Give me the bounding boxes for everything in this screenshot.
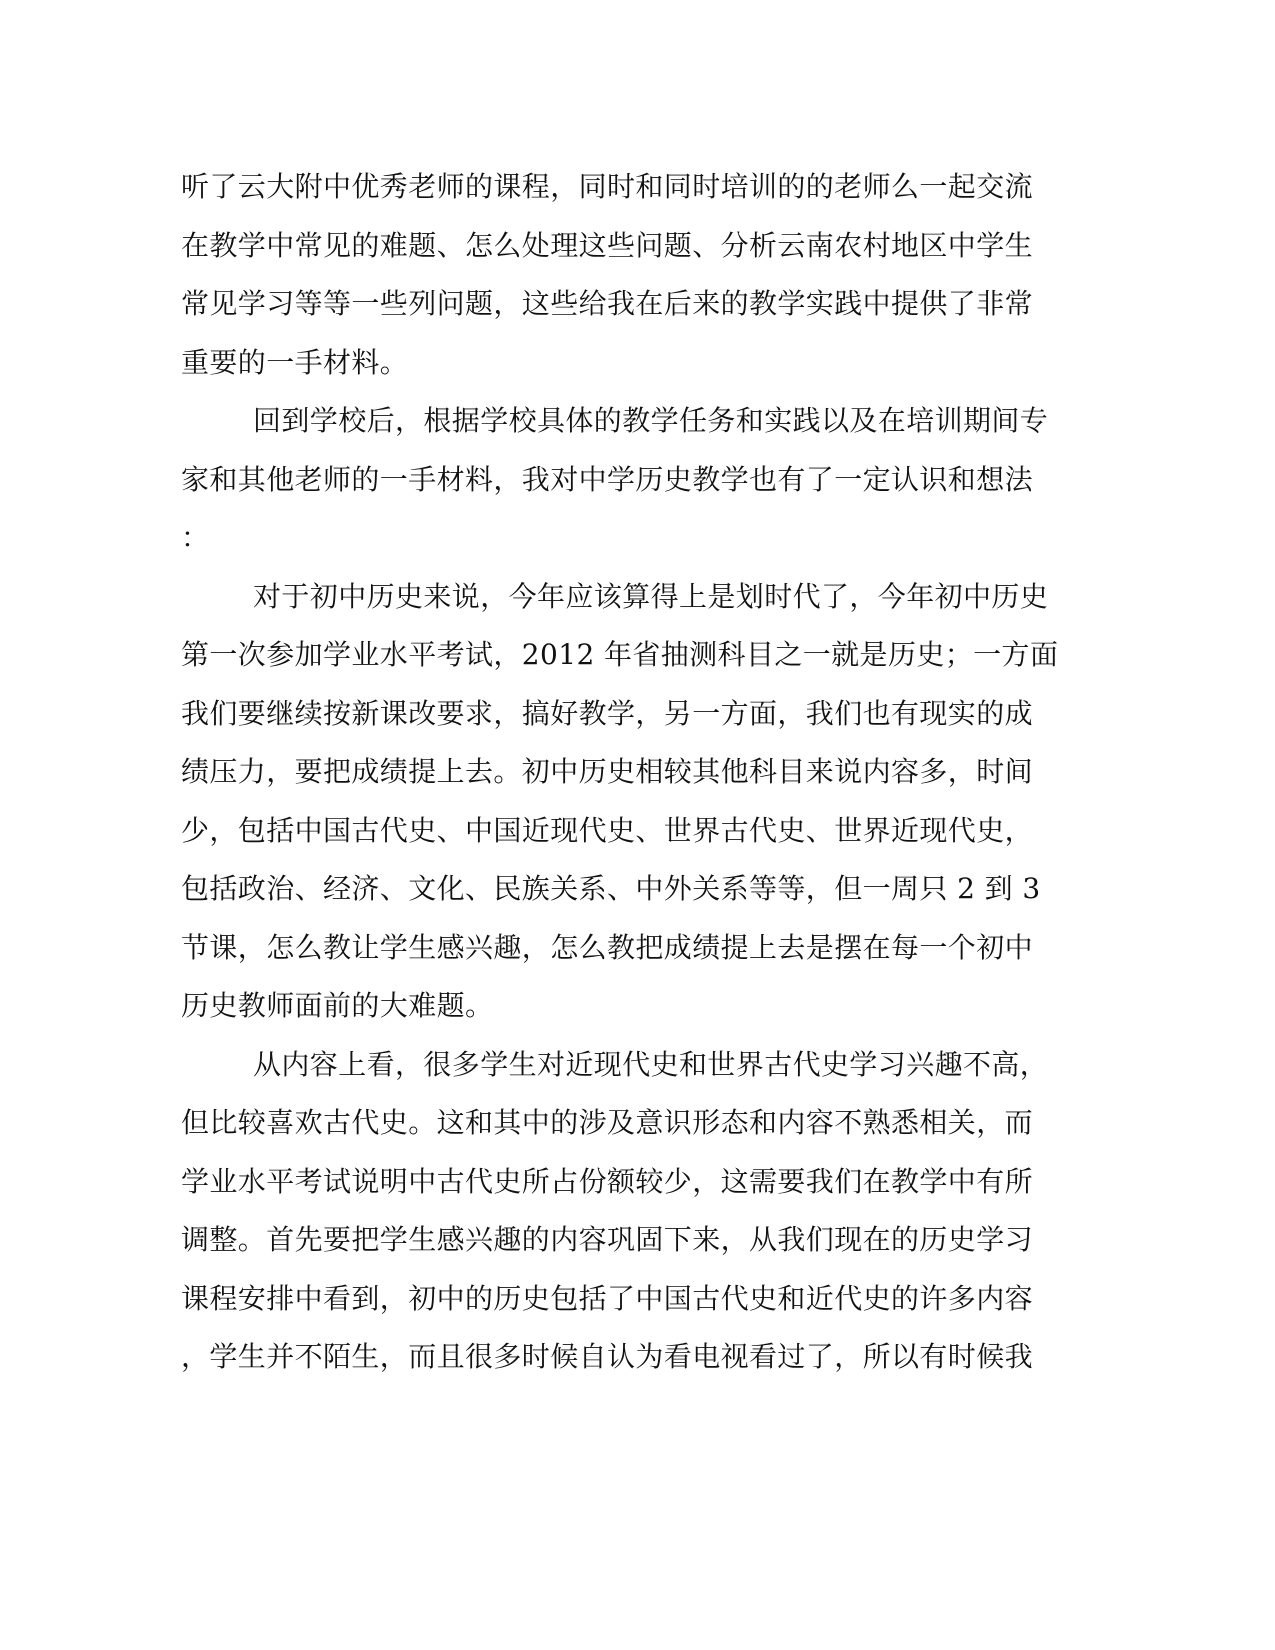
text-line: 历史教师面前的大难题。	[181, 989, 494, 1022]
text-line: 但比较喜欢古代史。这和其中的涉及意识形态和内容不熟悉相关，而	[181, 1106, 1034, 1139]
text-line: 从内容上看，很多学生对近现代史和世界古代史学习兴趣不高，	[253, 1047, 1049, 1081]
text-line: 课程安排中看到，初中的历史包括了中国古代史和近代史的许多内容	[181, 1281, 1034, 1315]
text-line: 第一次参加学业水平考试，2012 年省抽测科目之一就是历史；一方面	[181, 638, 1059, 671]
text-line: 家和其他老师的一手材料，我对中学历史教学也有了一定认识和想法	[181, 462, 1034, 496]
text-line: 学业水平考试说明中古代史所占份额较少，这需要我们在教学中有所	[181, 1164, 1034, 1198]
text-line: ，学生并不陌生，而且很多时候自认为看电视看过了，所以有时候我	[181, 1340, 1034, 1373]
text-line: 回到学校后，根据学校具体的教学任务和实践以及在培训期间专	[253, 404, 1049, 437]
text-line: 节课，怎么教让学生感兴趣，怎么教把成绩提上去是摆在每一个初中	[181, 930, 1034, 964]
text-line: 少，包括中国古代史、中国近现代史、世界古代史、世界近现代史，	[181, 813, 1034, 847]
text-line: 包括政治、经济、文化、民族关系、中外关系等等，但一周只 2 到 3	[181, 872, 1041, 905]
text-line: 听了云大附中优秀老师的课程，同时和同时培训的的老师么一起交流	[181, 170, 1034, 203]
body-text	[181, 158, 1059, 1387]
text-line: 在教学中常见的难题、怎么处理这些问题、分析云南农村地区中学生	[181, 228, 1034, 262]
text-line: 常见学习等等一些列问题，这些给我在后来的教学实践中提供了非常	[181, 287, 1034, 320]
text-line: ：	[181, 521, 210, 554]
text-line: 调整。首先要把学生感兴趣的内容巩固下来，从我们现在的历史学习	[181, 1223, 1034, 1256]
text-line: 绩压力，要把成绩提上去。初中历史相较其他科目来说内容多，时间	[181, 755, 1034, 788]
text-line: 我们要继续按新课改要求，搞好教学，另一方面，我们也有现实的成	[181, 696, 1034, 730]
text-line: 重要的一手材料。	[181, 345, 409, 379]
text-line: 对于初中历史来说，今年应该算得上是划时代了，今年初中历史	[253, 579, 1049, 613]
